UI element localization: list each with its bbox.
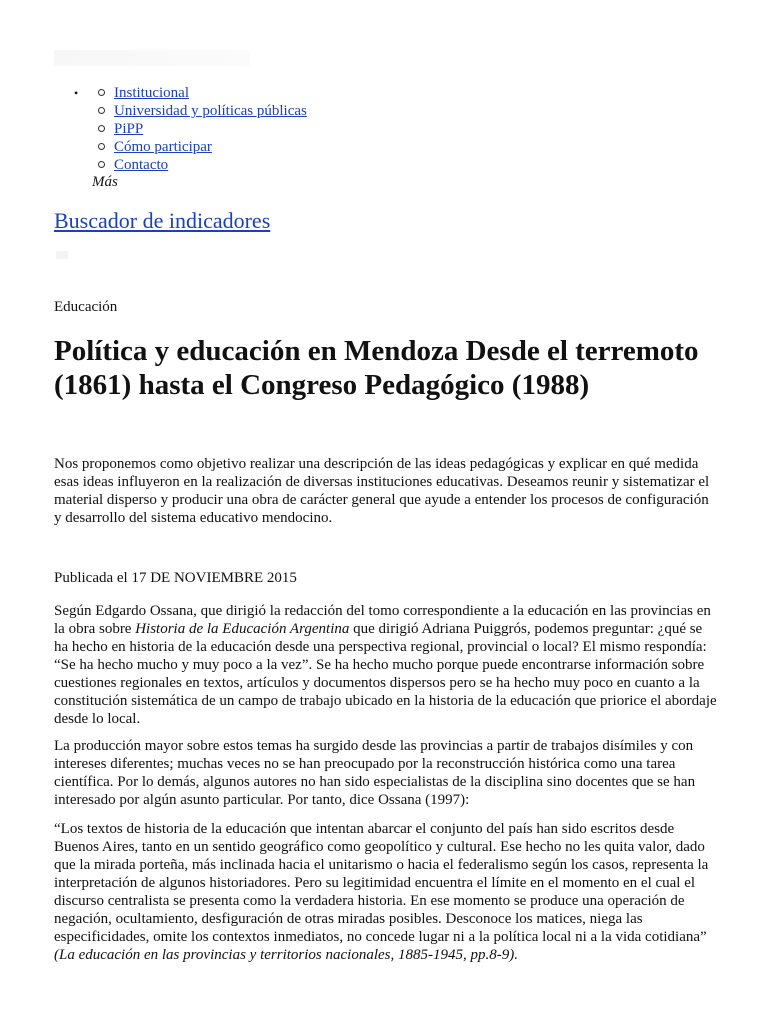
nav-more-toggle[interactable]: Más	[92, 174, 118, 190]
faint-image-placeholder	[56, 251, 68, 259]
publication-date: Publicada el 17 DE NOVIEMBRE 2015	[54, 570, 297, 586]
circle-bullet-icon	[98, 89, 105, 96]
quote-citation: (La educación en las provincias y territorios nacionales, 1885-1945, pp.8-9).	[54, 947, 518, 963]
quote-text: “Los textos de historia de la educación que intentan abarcar el conjunto del país han sido escritos desde Buenos Aires, tanto en un sentido geográfico como geopolítico y cultural. Ese hecho no les quita valor, dado que la mirada porteña, más inclinada hacia el unitarismo o hacia el federalismo según los casos, representa la interpretación de algunos historiadores. Pero su legitimidad encuentra el límite en el momento en el cual el discurso centralista se presenta como la verdadera historia. En ese momento se produce una operación de negación, ocultamiento, desfiguración de otras miradas posibles. Desconoce los matices, niega las especificidades, omite los contextos inmediatos, no concede lugar ni a la política local ni a la vida cotidiana”	[54, 821, 709, 945]
nav-link-contacto[interactable]: Contacto	[114, 157, 169, 173]
nav-item-contacto	[114, 156, 474, 174]
header-placeholder-bar	[54, 50, 250, 66]
book-title: Historia de la Educación Argentina	[135, 621, 350, 637]
nav-item-como-participar	[114, 138, 474, 156]
circle-bullet-icon	[98, 143, 105, 150]
article-quote	[54, 820, 719, 964]
circle-bullet-icon	[98, 107, 105, 114]
circle-bullet-icon	[98, 125, 105, 132]
nav-link-universidad[interactable]: Universidad y políticas públicas	[114, 103, 307, 119]
nav-link-pipp[interactable]: PiPP	[114, 121, 144, 137]
nav-item-universidad	[114, 102, 474, 120]
paragraph-1-text-a: Según Edgardo Ossana, que dirigió la redacción del tomo correspondiente a la educación en las provincias en la obra sobre	[54, 603, 711, 637]
article-paragraph-2: La producción mayor sobre estos temas ha surgido desde las provincias a partir de trabajos disímiles y con intereses diferentes; muchas veces no se han preocupado por la reconstrucción histórica como una tarea científica. Por lo demás, algunos autores no han sido especialistas de la disciplina sino docentes que se han interesado por algún asunto particular. Por tanto, dice Ossana (1997):	[54, 738, 696, 808]
article-paragraph-1	[54, 602, 719, 728]
article-intro: Nos proponemos como objetivo realizar una descripción de las ideas pedagógicas y explicar en qué medida esas ideas influyeron en la realización de diversas instituciones educativas. Deseamos reunir y sistematizar el material disperso y producir una obra de carácter general que ayude a entender los procesos de configuración y desarrollo del sistema educativo mendocino.	[54, 456, 710, 526]
nav-submenu	[114, 84, 474, 174]
nav-link-como-participar[interactable]: Cómo participar	[114, 139, 212, 155]
nav-item-institucional	[114, 84, 474, 102]
circle-bullet-icon	[98, 161, 105, 168]
paragraph-1-text-b: que dirigió Adriana Puiggrós, podemos preguntar: ¿qué se ha hecho en historia de la educación desde una perspectiva regional, provincial o local? El mismo respondía: “Se ha hecho mucho y muy poco a la vez”. Se ha hecho mucho porque puede encontrarse información sobre cuestiones regionales en textos, artículos y documentos dispersos pero se ha hecho muy poco en cuanto a la constitución sistemática de un campo de trabajo ubicado en la historia de la educación que priorice el abordaje desde lo local.	[54, 621, 717, 727]
nav-item-pipp	[114, 120, 474, 138]
indicator-search-link[interactable]: Buscador de indicadores	[54, 208, 271, 233]
nav-link-institucional[interactable]: Institucional	[114, 85, 189, 101]
article-category: Educación	[54, 299, 118, 315]
article-title: Política y educación en Mendoza Desde el terremoto (1861) hasta el Congreso Pedagógico (1988)	[54, 335, 699, 401]
nav-outer-bullet: •	[74, 86, 79, 100]
